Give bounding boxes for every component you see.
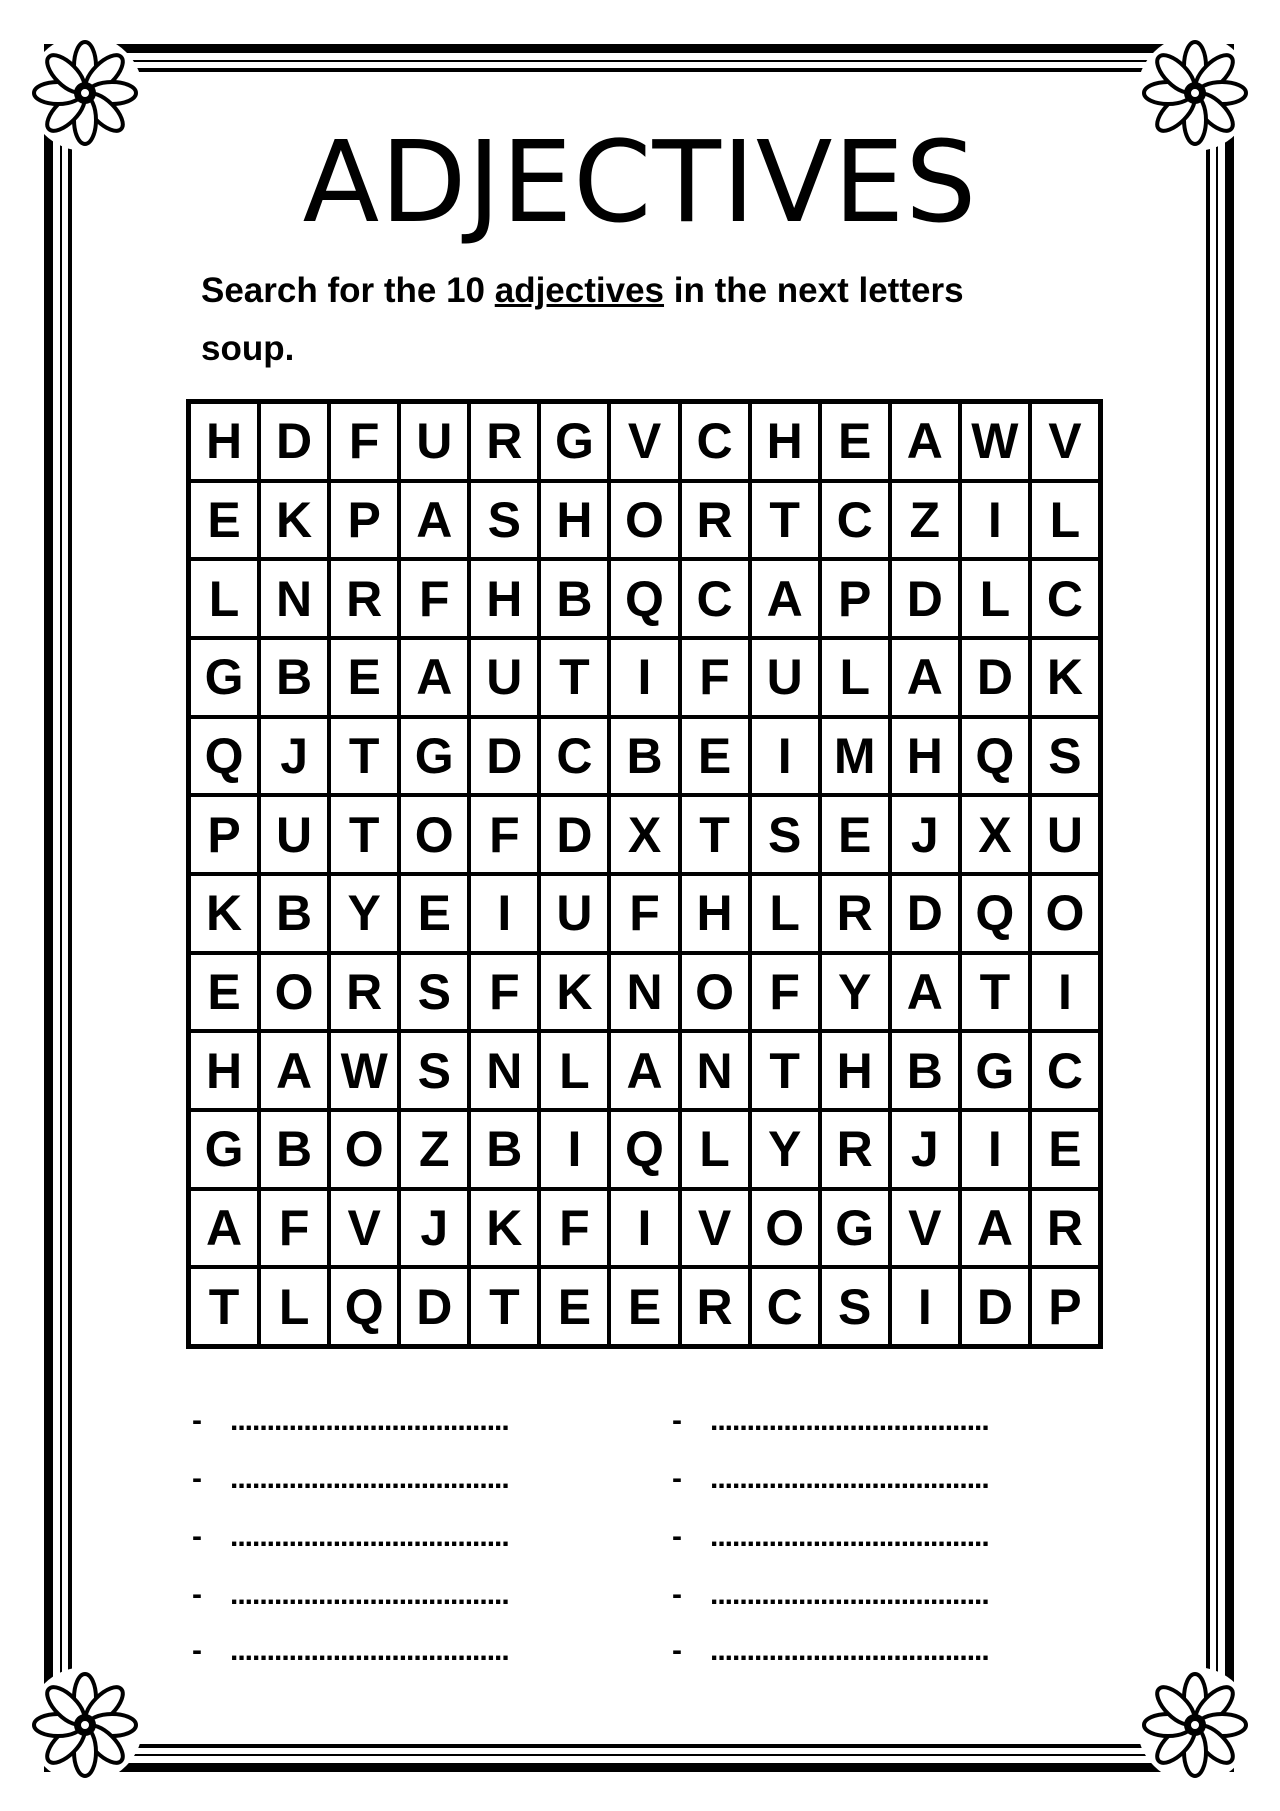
grid-cell[interactable]: A	[890, 402, 960, 481]
grid-cell[interactable]: I	[609, 1189, 679, 1268]
instruction-text: Search for the 10	[201, 271, 495, 310]
instructions	[201, 262, 1061, 378]
answer-blank[interactable]: ......................................	[710, 1404, 989, 1437]
grid-cell[interactable]: B	[469, 1110, 539, 1189]
grid-cell[interactable]: E	[609, 1267, 679, 1346]
grid-cell[interactable]: J	[890, 795, 960, 874]
grid-cell[interactable]: I	[539, 1110, 609, 1189]
letter-soup-grid	[186, 399, 1103, 1349]
answer-bullet: -	[192, 1520, 202, 1553]
grid-cell[interactable]: C	[820, 481, 890, 560]
answer-bullet: -	[672, 1520, 682, 1553]
answer-line[interactable]	[192, 1462, 575, 1496]
grid-cell[interactable]: V	[1030, 402, 1100, 481]
grid-cell[interactable]: E	[539, 1267, 609, 1346]
grid-cell[interactable]: F	[750, 953, 820, 1032]
answer-line[interactable]	[192, 1404, 575, 1438]
grid-cell[interactable]: Y	[329, 874, 399, 953]
answer-line[interactable]	[672, 1404, 1055, 1438]
grid-cell[interactable]: C	[750, 1267, 820, 1346]
grid-cell[interactable]: I	[960, 481, 1030, 560]
grid-cell[interactable]: F	[469, 953, 539, 1032]
grid-cell[interactable]: K	[539, 953, 609, 1032]
grid-cell[interactable]: T	[750, 1031, 820, 1110]
grid-cell[interactable]: S	[399, 1031, 469, 1110]
grid-cell[interactable]: T	[189, 1267, 259, 1346]
grid-cell[interactable]: G	[539, 402, 609, 481]
grid-cell[interactable]: T	[539, 638, 609, 717]
grid-cell[interactable]: K	[469, 1189, 539, 1268]
grid-cell[interactable]: D	[469, 717, 539, 796]
answer-bullet: -	[672, 1634, 682, 1667]
grid-cell[interactable]: H	[890, 717, 960, 796]
grid-cell[interactable]: L	[750, 874, 820, 953]
grid-cell[interactable]: R	[329, 559, 399, 638]
grid-cell[interactable]: Z	[399, 1110, 469, 1189]
grid-cell[interactable]: S	[399, 953, 469, 1032]
grid-cell[interactable]: Q	[329, 1267, 399, 1346]
grid-cell[interactable]: A	[750, 559, 820, 638]
grid-cell[interactable]: C	[1030, 559, 1100, 638]
grid-cell[interactable]: V	[609, 402, 679, 481]
answer-bullet: -	[672, 1404, 682, 1437]
grid-cell[interactable]: K	[259, 481, 329, 560]
grid-cell[interactable]: O	[1030, 874, 1100, 953]
grid-cell[interactable]: B	[259, 1110, 329, 1189]
grid-cell[interactable]: N	[469, 1031, 539, 1110]
grid-cell[interactable]: Q	[189, 717, 259, 796]
grid-cell[interactable]: I	[1030, 953, 1100, 1032]
answer-bullet: -	[192, 1634, 202, 1667]
grid-cell[interactable]: T	[960, 953, 1030, 1032]
grid-cell[interactable]: H	[539, 481, 609, 560]
grid-cell[interactable]: Y	[820, 953, 890, 1032]
grid-cell[interactable]: N	[259, 559, 329, 638]
grid-cell[interactable]: O	[750, 1189, 820, 1268]
flower-icon	[1130, 1660, 1260, 1790]
answer-bullet: -	[672, 1462, 682, 1495]
grid-cell[interactable]: P	[820, 559, 890, 638]
grid-cell[interactable]: D	[890, 559, 960, 638]
answer-bullet: -	[192, 1578, 202, 1611]
grid-cell[interactable]: O	[680, 953, 750, 1032]
grid-cell[interactable]: A	[189, 1189, 259, 1268]
grid-cell[interactable]: R	[820, 1110, 890, 1189]
answer-bullet: -	[192, 1404, 202, 1437]
grid-cell[interactable]: E	[189, 481, 259, 560]
grid-cell[interactable]: Q	[609, 1110, 679, 1189]
grid-cell[interactable]: B	[609, 717, 679, 796]
grid-cell[interactable]: T	[329, 717, 399, 796]
answer-bullet: -	[672, 1578, 682, 1611]
grid-cell[interactable]: H	[680, 874, 750, 953]
grid-cell[interactable]: L	[960, 559, 1030, 638]
grid-cell[interactable]: X	[960, 795, 1030, 874]
grid-cell[interactable]: P	[329, 481, 399, 560]
grid-cell[interactable]: Y	[750, 1110, 820, 1189]
answer-blank[interactable]: ......................................	[710, 1462, 989, 1495]
grid-cell[interactable]: G	[820, 1189, 890, 1268]
grid-cell[interactable]: L	[680, 1110, 750, 1189]
grid-cell[interactable]: Q	[960, 717, 1030, 796]
grid-cell[interactable]: D	[259, 402, 329, 481]
grid-cell[interactable]: A	[609, 1031, 679, 1110]
grid-cell[interactable]: B	[259, 874, 329, 953]
grid-cell[interactable]: A	[259, 1031, 329, 1110]
grid-cell[interactable]: S	[820, 1267, 890, 1346]
grid-cell[interactable]: H	[750, 402, 820, 481]
grid-cell[interactable]: I	[960, 1110, 1030, 1189]
grid-cell[interactable]: M	[820, 717, 890, 796]
instruction-text-end: in the next letters soup.	[201, 271, 964, 368]
answer-line[interactable]	[672, 1578, 1055, 1612]
grid-cell[interactable]: L	[539, 1031, 609, 1110]
grid-cell[interactable]: E	[189, 953, 259, 1032]
grid-cell[interactable]: U	[1030, 795, 1100, 874]
answer-line[interactable]	[192, 1634, 575, 1668]
grid-cell[interactable]: A	[399, 481, 469, 560]
grid-cell[interactable]: I	[890, 1267, 960, 1346]
grid-cell[interactable]: L	[1030, 481, 1100, 560]
grid-cell[interactable]: E	[399, 874, 469, 953]
grid-cell[interactable]: U	[750, 638, 820, 717]
grid-cell[interactable]: N	[609, 953, 679, 1032]
grid-cell[interactable]: J	[399, 1189, 469, 1268]
grid-cell[interactable]: R	[680, 481, 750, 560]
grid-cell[interactable]: K	[189, 874, 259, 953]
grid-cell[interactable]: E	[329, 638, 399, 717]
grid-cell[interactable]: R	[329, 953, 399, 1032]
grid-cell[interactable]: O	[329, 1110, 399, 1189]
grid-cell[interactable]: R	[1030, 1189, 1100, 1268]
grid-cell[interactable]: C	[539, 717, 609, 796]
grid-cell[interactable]: S	[750, 795, 820, 874]
grid-cell[interactable]: T	[750, 481, 820, 560]
flower-icon	[20, 1660, 150, 1790]
grid-cell[interactable]: F	[609, 874, 679, 953]
grid-cell[interactable]: J	[890, 1110, 960, 1189]
grid-cell[interactable]: N	[680, 1031, 750, 1110]
grid-cell[interactable]: R	[820, 874, 890, 953]
grid-cell[interactable]: B	[890, 1031, 960, 1110]
grid-cell[interactable]: A	[890, 953, 960, 1032]
grid-cell[interactable]: U	[469, 638, 539, 717]
grid-cell[interactable]: I	[469, 874, 539, 953]
grid-cell[interactable]: D	[539, 795, 609, 874]
answer-blank[interactable]: ......................................	[230, 1578, 509, 1611]
grid-cell[interactable]: G	[399, 717, 469, 796]
grid-cell[interactable]: L	[189, 559, 259, 638]
grid-cell[interactable]: X	[609, 795, 679, 874]
grid-cell[interactable]: O	[609, 481, 679, 560]
grid-cell[interactable]: T	[469, 1267, 539, 1346]
grid-cell[interactable]: G	[189, 1110, 259, 1189]
answer-bullet: -	[192, 1462, 202, 1495]
grid-cell[interactable]: L	[259, 1267, 329, 1346]
grid-cell[interactable]: K	[1030, 638, 1100, 717]
grid-cell[interactable]: E	[820, 402, 890, 481]
grid-cell[interactable]: O	[399, 795, 469, 874]
grid-cell[interactable]: A	[399, 638, 469, 717]
grid-cell[interactable]: S	[469, 481, 539, 560]
answer-blank[interactable]: ......................................	[230, 1520, 509, 1553]
grid-cell[interactable]: F	[469, 795, 539, 874]
grid-cell[interactable]: W	[960, 402, 1030, 481]
grid-cell[interactable]: Q	[609, 559, 679, 638]
grid-cell[interactable]: C	[680, 402, 750, 481]
grid-cell[interactable]: E	[820, 795, 890, 874]
grid-cell[interactable]: I	[750, 717, 820, 796]
grid-cell[interactable]: H	[189, 402, 259, 481]
grid-cell[interactable]: V	[680, 1189, 750, 1268]
answer-line[interactable]	[672, 1462, 1055, 1496]
grid-cell[interactable]: D	[399, 1267, 469, 1346]
answer-blank[interactable]: ......................................	[710, 1578, 989, 1611]
grid-cell[interactable]: D	[960, 1267, 1030, 1346]
grid-cell[interactable]: F	[539, 1189, 609, 1268]
grid-cell[interactable]: T	[329, 795, 399, 874]
grid-cell[interactable]: P	[189, 795, 259, 874]
grid-cell[interactable]: B	[259, 638, 329, 717]
grid-cell[interactable]: D	[890, 874, 960, 953]
grid-cell[interactable]: R	[469, 402, 539, 481]
answer-blank[interactable]: ......................................	[710, 1520, 989, 1553]
grid-cell[interactable]: U	[399, 402, 469, 481]
grid-cell[interactable]: A	[960, 1189, 1030, 1268]
grid-cell[interactable]: L	[820, 638, 890, 717]
answer-line[interactable]	[672, 1634, 1055, 1668]
grid-cell[interactable]: R	[680, 1267, 750, 1346]
grid-cell[interactable]: Z	[890, 481, 960, 560]
grid-cell[interactable]: Q	[960, 874, 1030, 953]
answer-blank[interactable]: ......................................	[230, 1462, 509, 1495]
grid-cell[interactable]: U	[539, 874, 609, 953]
grid-cell[interactable]: T	[680, 795, 750, 874]
grid-cell[interactable]: O	[259, 953, 329, 1032]
grid-cell[interactable]: E	[680, 717, 750, 796]
grid-cell[interactable]: B	[539, 559, 609, 638]
answer-line[interactable]	[192, 1578, 575, 1612]
grid-cell[interactable]: H	[189, 1031, 259, 1110]
grid-cell[interactable]: I	[609, 638, 679, 717]
grid-cell[interactable]: A	[890, 638, 960, 717]
grid-cell[interactable]: W	[329, 1031, 399, 1110]
answer-blank[interactable]: ......................................	[710, 1634, 989, 1667]
answer-line[interactable]	[672, 1520, 1055, 1554]
grid-cell[interactable]: F	[680, 638, 750, 717]
grid-cell[interactable]: H	[820, 1031, 890, 1110]
grid-cell[interactable]: F	[259, 1189, 329, 1268]
grid-cell[interactable]: V	[890, 1189, 960, 1268]
grid-cell[interactable]: S	[1030, 717, 1100, 796]
grid-cell[interactable]: C	[680, 559, 750, 638]
answer-blank[interactable]: ......................................	[230, 1404, 509, 1437]
grid-cell[interactable]: P	[1030, 1267, 1100, 1346]
grid-cell[interactable]: H	[469, 559, 539, 638]
worksheet-title: ADJECTIVES	[302, 118, 978, 248]
grid-cell[interactable]: U	[259, 795, 329, 874]
grid-cell[interactable]: F	[399, 559, 469, 638]
grid-cell[interactable]: C	[1030, 1031, 1100, 1110]
grid-cell[interactable]: E	[1030, 1110, 1100, 1189]
grid-cell[interactable]: G	[960, 1031, 1030, 1110]
answer-line[interactable]	[192, 1520, 575, 1554]
grid-cell[interactable]: J	[259, 717, 329, 796]
grid-cell[interactable]: D	[960, 638, 1030, 717]
grid-cell[interactable]: F	[329, 402, 399, 481]
grid-cell[interactable]: G	[189, 638, 259, 717]
grid-cell[interactable]: V	[329, 1189, 399, 1268]
instruction-keyword: adjectives	[494, 271, 665, 310]
answer-blank[interactable]: ......................................	[230, 1634, 509, 1667]
